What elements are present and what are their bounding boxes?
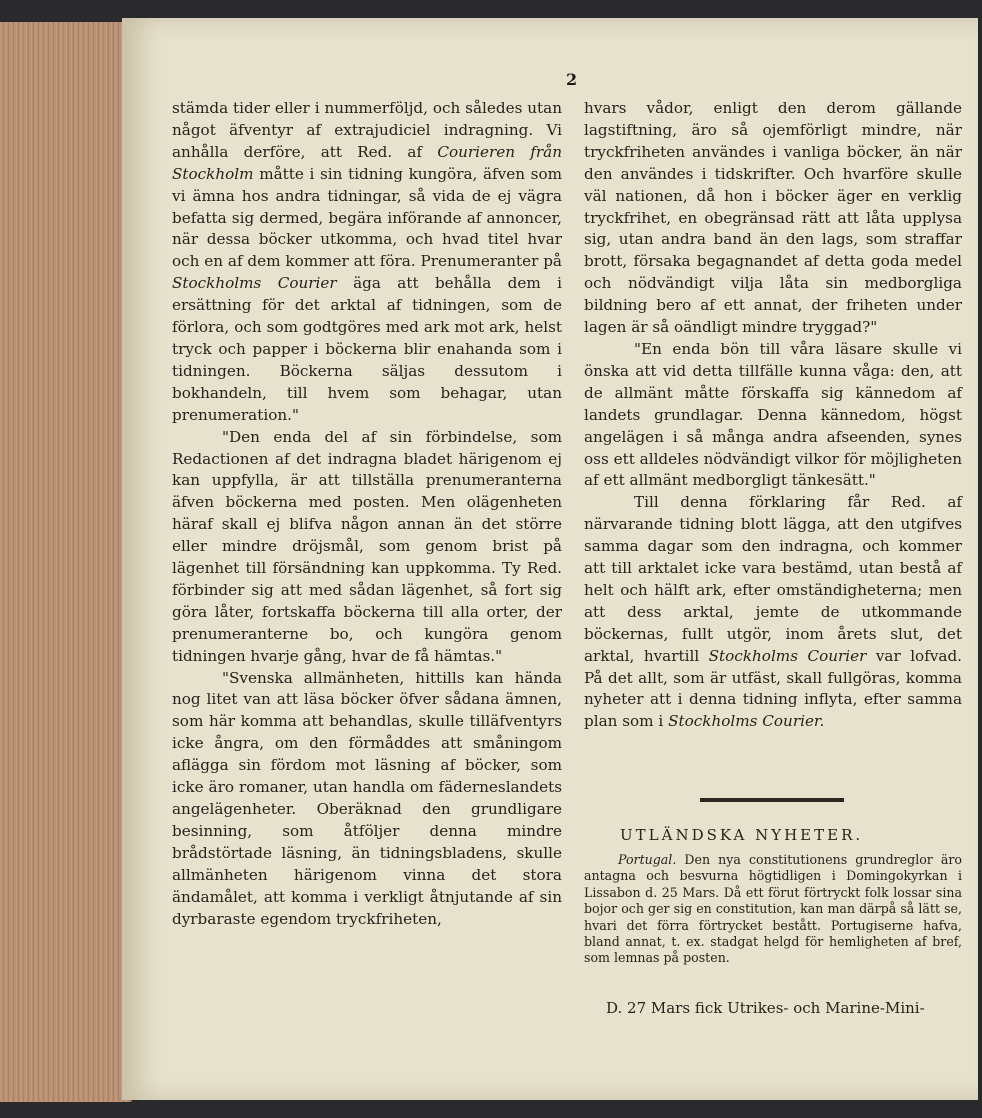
news-item-portugal: Portugal. Den nya constitutionens grundreglor äro antagna och besvurna högtidligen i Domingokyrkan i Lissabon d. 25 Mars. Då ett förut förtryckt folk lossar sina bojor och ger sig en constitution, kan man därpå så lätt se, hvari det förra förtrycket bestått. Portugiserne hafva, bland annat, t. ex. stadgat helgd för hemligheten af bref, som lemnas på posten. [584, 852, 962, 966]
foreign-news-body [584, 852, 962, 967]
news-continuation-line: D. 27 Mars fick Utrikes- och Marine-Mini- [606, 999, 925, 1017]
left-paragraph-3: "Svenska allmänheten, hittills kan hända nog litet van att läsa böcker öfver sådana ämnen, som här komma att behandlas, skulle tilläfventyrs icke ångra, om den förmåddes att småningom aflägga sin fördom mot läsning af böcker, som icke äro romaner, utan handla om fäderneslandets angelägenheter. Oberäknad den grundligare besinning, som åtföljer denna mindre brådstörtade läsning, än tidningsbladens, skulle allmänheten härigenom vinna det stora ändamålet, att komma i verkligt åtnjutande af sin dyrbaraste egendom tryckfriheten, [172, 668, 562, 928]
news-place: Portugal. [618, 852, 677, 867]
right-paragraph-2: "En enda bön till våra läsare skulle vi önska att vid detta tillfälle kunna våga: den, att de allmänt måtte förskaffa sig kännedom af landets grundlagar. Denna kännedom, högst angelägen i så många andra afseenden, synes oss ett alldeles nödvändigt vilkor för möjligheten af ett allmänt medborgligt tänkesätt." [584, 339, 962, 490]
right-text-column [584, 98, 962, 733]
section-divider [700, 798, 844, 802]
left-paragraph-1: stämda tider eller i nummerföljd, och således utan något äfventyr af extrajudiciel indragning. Vi anhålla derföre, att Red. af Courieren från Stockholm måtte i sin tidning kungöra, äfven som vi ämna hos andra tidningar, så vida de ej vägra befatta sig dermed, begära införande af annoncer, när dessa böcker utkomma, och hvad titel hvar och en af dem kommer att föra. Prenumeranter på Stockholms Courier äga att behålla dem i ersättning för det arktal af tidningen, som de förlora, och som godtgöres med ark mot ark, helst tryck och papper i böckerna blir enahanda som i tidningen. Böckerna säljas dessutom i bokhandeln, till hvem som behagar, utan prenumeration." [172, 99, 563, 424]
right-paragraph-3: Till denna förklaring får Red. af närvarande tidning blott lägga, att den utgifves samma dagar som den indragna, och kommer att till arktalet icke vara bestämd, utan bestå af helt och hälft ark, efter omständigheterna; men att dess arktal, jemte de utkommande böckernas, fullt utgör, inom årets slut, det arktal, hvartill Stockholms Courier var lofvad. På det allt, som är utfäst, skall fullgöras, komma nyheter att i denna tidning inflyta, efter samma plan som i Stockholms Courier. [584, 493, 963, 731]
page-number: 2 [566, 70, 578, 89]
left-text-column [172, 98, 562, 930]
left-paragraph-2: "Den enda del af sin förbindelse, som Redactionen af det indragna bladet härigenom ej kan uppfylla, är att tillställa prenumeranterna äfven böckerna med posten. Men olägenheten häraf skall ej blifva någon annan än det större eller mindre dröjsmål, som genom brist på lägenhet till försändning kan uppkomma. Ty Red. förbinder sig att med sådan lägenhet, så fort sig göra låter, fortskaffa böckerna till alla orter, der prenumeranterne bo, och kungöra genom tidningen hvarje gång, hvar de få hämtas." [172, 427, 562, 665]
foreign-news-heading: UTLÄNDSKA NYHETER. [620, 826, 864, 844]
book-page-edges [0, 22, 132, 1102]
right-paragraph-1: hvars vådor, enligt den derom gällande lagstiftning, äro så ojemförligt mindre, när tryckfriheten användes i vanliga böcker, än när den användes i tidskrifter. Och hvarföre skulle väl nationen, då hon i böcker äger en verklig tryckfrihet, en obegränsad rätt att låta upplysa sig, utan andra band än den lags, som straffar brott, försaka begagnandet af detta goda medel och nödvändigt vilja låta sin medborgliga bildning bero af ett annat, der friheten under lagen är så oändligt mindre tryggad?" [584, 99, 962, 337]
